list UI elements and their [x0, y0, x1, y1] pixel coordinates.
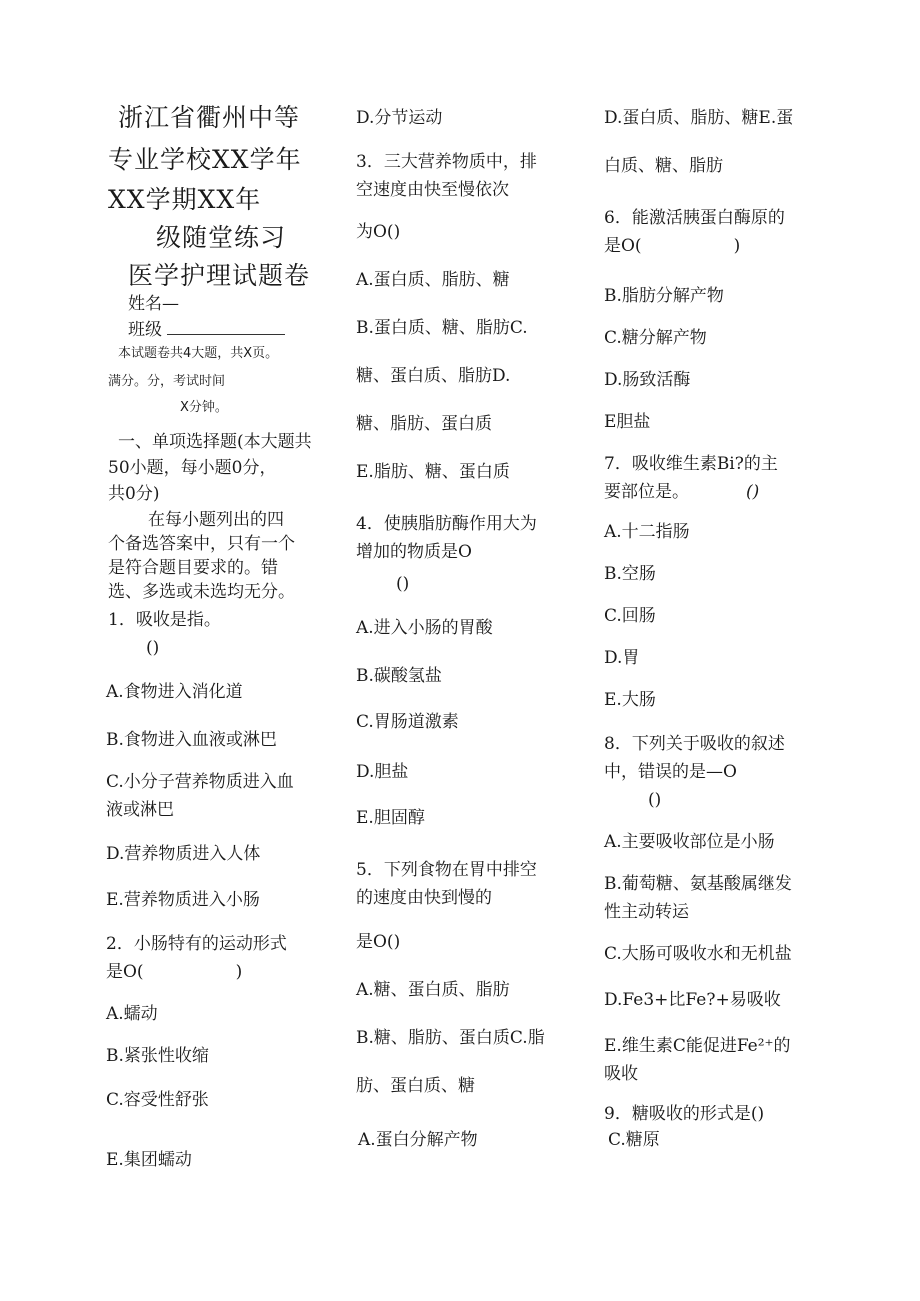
q8-option-b-line-1: B.葡萄糖、氨基酸属继发	[604, 874, 792, 894]
question-7-paren: ()	[746, 482, 760, 502]
q4-option-e: E.胆固醇	[356, 808, 425, 828]
q3-option-b: B.蛋白质、糖、脂肪C.	[356, 318, 528, 338]
class-blank-line	[167, 320, 285, 335]
q6-prefix: 是O(	[604, 236, 642, 256]
q1-option-a: A.食物进入消化道	[106, 682, 243, 702]
section-heading-1: 一、单项选择题(本大题共	[118, 432, 312, 452]
q4-option-a: A.进入小肠的胃酸	[356, 618, 493, 638]
q4-option-c: C.胃肠道激素	[356, 712, 459, 732]
q8-option-a: A.主要吸收部位是小肠	[604, 832, 775, 852]
q7-option-b: B.空肠	[604, 564, 656, 584]
question-3-line-3: 为O()	[356, 222, 401, 242]
q6-close-paren: )	[733, 236, 741, 256]
section-instruction-4: 选、多选或未选均无分。	[108, 582, 295, 602]
question-4-paren: ()	[396, 574, 410, 594]
q2-option-d: D.分节运动	[356, 108, 443, 128]
question-9: 9．糖吸收的形式是()	[604, 1104, 765, 1124]
q2-option-e: E.集团蠕动	[106, 1150, 192, 1170]
question-8-paren: ()	[648, 790, 662, 810]
q6-option-e: E胆盐	[604, 412, 651, 432]
question-2-line-1: 2．小肠特有的运动形式	[106, 934, 287, 954]
q5-option-a: A.糖、蛋白质、脂肪	[356, 980, 510, 1000]
q6-option-c: C.糖分解产物	[604, 328, 707, 348]
q8-option-b-line-2: 性主动转运	[604, 902, 689, 922]
class-field	[128, 316, 285, 344]
name-label: 姓名—	[128, 294, 179, 314]
section-instruction-2: 个备选答案中，只有一个	[108, 534, 295, 554]
page-title-line-2: 专业学校XX学年	[108, 145, 302, 174]
question-5-line-2: 的速度由快到慢的	[356, 888, 492, 908]
q9-option-a: A.蛋白分解产物	[358, 1130, 478, 1150]
question-1: 1．吸收是指。	[108, 610, 221, 630]
question-6-line-2	[604, 232, 740, 260]
exam-note-1: 本试题卷共4大题，共X页。	[118, 346, 279, 361]
q5-option-e: 白质、糖、脂肪	[604, 156, 723, 176]
page-title-line-1: 浙江省衢州中等	[118, 103, 301, 132]
section-instruction-1: 在每小题列出的四	[148, 510, 284, 530]
q6-option-b: B.脂肪分解产物	[604, 286, 724, 306]
exam-note-2: 满分。分，考试时间	[108, 374, 226, 389]
question-7-line-2: 要部位是。	[604, 482, 689, 502]
q1-option-b: B.食物进入血液或淋巴	[106, 730, 277, 750]
q7-option-e: E.大肠	[604, 690, 656, 710]
q5-option-c: 肪、蛋白质、糖	[356, 1076, 475, 1096]
q1-option-e: E.营养物质进入小肠	[106, 890, 260, 910]
class-label: 班级	[128, 320, 162, 340]
section-heading-2: 50小题，每小题0分，	[108, 458, 277, 478]
page-title-line-4: 级随堂练习	[156, 223, 287, 252]
question-4-line-2: 增加的物质是O	[356, 542, 472, 562]
question-3-line-2: 空速度由快至慢依次	[356, 180, 509, 200]
q3-option-c: 糖、蛋白质、脂肪D.	[356, 366, 511, 386]
q8-option-e-line-2: 吸收	[604, 1064, 638, 1084]
page-title-line-3: XX学期XX年	[108, 185, 262, 214]
question-8-line-1: 8．下列关于吸收的叙述	[604, 734, 785, 754]
q4-option-d: D.胆盐	[356, 762, 409, 782]
q4-option-b: B.碳酸氢盐	[356, 666, 442, 686]
q1-option-d: D.营养物质进入人体	[106, 844, 261, 864]
q5-option-b: B.糖、脂肪、蛋白质C.脂	[356, 1028, 545, 1048]
question-2-line-2	[106, 958, 242, 986]
question-6-line-1: 6．能激活胰蛋白酶原的	[604, 208, 785, 228]
q9-option-c: C.糖原	[608, 1130, 660, 1150]
q2-close-paren: )	[235, 962, 243, 982]
q3-option-d: 糖、脂肪、蛋白质	[356, 414, 492, 434]
q8-option-d: D.Fe3+比Fe?+易吸收	[604, 990, 781, 1010]
q8-option-c: C.大肠可吸收水和无机盐	[604, 944, 792, 964]
question-8-line-2: 中，错误的是—O	[604, 762, 737, 782]
question-4-line-1: 4．使胰脂肪酶作用大为	[356, 514, 537, 534]
q2-option-c: C.容受性舒张	[106, 1090, 209, 1110]
question-5-line-3: 是O()	[356, 932, 401, 952]
page-title-line-5: 医学护理试题卷	[128, 261, 311, 290]
question-7-line-1: 7．吸收维生素Bi?的主	[604, 454, 778, 474]
q5-option-d: D.蛋白质、脂肪、糖E.蛋	[604, 108, 794, 128]
q7-option-d: D.胃	[604, 648, 640, 668]
question-5-line-1: 5．下列食物在胃中排空	[356, 860, 537, 880]
q2-prefix: 是O(	[106, 962, 144, 982]
section-instruction-3: 是符合题目要求的。错	[108, 558, 278, 578]
q2-option-b: B.紧张性收缩	[106, 1046, 209, 1066]
q1-option-c-line-1: C.小分子营养物质进入血	[106, 772, 294, 792]
exam-note-3: X分钟。	[180, 400, 228, 415]
q1-option-c-line-2: 液或淋巴	[106, 800, 174, 820]
q7-option-c: C.回肠	[604, 606, 656, 626]
q6-option-d: D.肠致活酶	[604, 370, 691, 390]
q7-option-a: A.十二指肠	[604, 522, 690, 542]
q2-option-a: A.蠕动	[106, 1004, 158, 1024]
q8-option-e-line-1: E.维生素C能促进Fe²⁺的	[604, 1036, 791, 1056]
question-1-paren: ()	[146, 638, 160, 658]
q3-option-a: A.蛋白质、脂肪、糖	[356, 270, 510, 290]
section-heading-3: 共0分)	[108, 484, 160, 504]
q3-option-e: E.脂肪、糖、蛋白质	[356, 462, 510, 482]
question-3-line-1: 3．三大营养物质中，排	[356, 152, 537, 172]
